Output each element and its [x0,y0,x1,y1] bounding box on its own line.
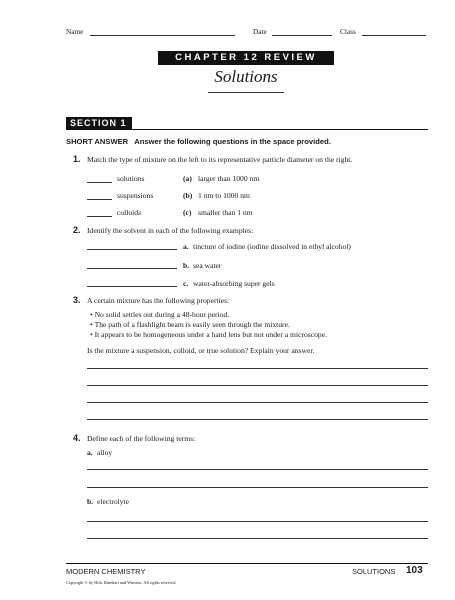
q3-text: A certain mixture has the following properties: [87,296,230,305]
q4b-answer-line-2[interactable] [87,538,428,539]
q2-item-b: sea water [193,261,222,270]
q2-text: Identify the solvent in each of the following examples: [87,226,254,235]
q1-letter-c: (c) [183,208,192,217]
q1-answer-3[interactable] [87,216,112,217]
footer-chapter-name: SOLUTIONS [352,567,396,576]
q1-mixture-2: suspensions [117,191,154,200]
q4-term-b: electrolyte [97,497,130,506]
q4-number: 4. [73,433,81,443]
q3-bullet-1 [90,310,229,319]
q4a-answer-line-1[interactable] [87,469,428,470]
q3-bullet-3 [90,330,327,339]
q3-answer-line-2[interactable] [87,385,428,386]
q4-letter-a: a. [87,448,93,457]
q1-mixture-3: colloids [117,208,142,217]
q2-number: 2. [73,225,81,235]
bullet-icon: • [90,330,93,339]
footer-rule [66,563,428,564]
class-field[interactable] [362,35,426,36]
q1-letter-b: (b) [183,191,193,200]
q3-bullet-3-text: It appears to be homogeneous under a hand lens but not under a microscope. [94,330,327,339]
q2-item-a: tincture of iodine (iodine dissolved in ethyl alcohol) [193,242,351,251]
q3-answer-line-1[interactable] [87,368,428,369]
q1-text: Match the type of mixture on the left to its representative particle diameter on the right. [87,155,353,164]
q1-option-b: 1 nm to 1000 nm [198,191,250,200]
copyright-notice: Copyright © by Holt, Rinehart and Winston. All rights reserved. [66,580,177,585]
bullet-icon: • [90,310,93,319]
chapter-banner: CHAPTER 12 REVIEW [158,51,334,65]
q3-bullet-1-text: No solid settles out during a 48-hour period. [94,310,230,319]
q4b-answer-line-1[interactable] [87,521,428,522]
date-field[interactable] [272,35,332,36]
short-answer-label: SHORT ANSWER [66,137,129,146]
bullet-icon: • [90,320,93,329]
q1-answer-2[interactable] [87,199,112,200]
q3-bullet-2-text: The path of a flashlight beam is easily seen through the mixture. [94,320,290,329]
q1-option-c: smaller than 1 nm [198,208,253,217]
name-label: Name [66,27,84,36]
q3-answer-line-4[interactable] [87,419,428,420]
q4-letter-b: b. [87,497,94,506]
q2-answer-a[interactable] [87,249,177,250]
section-rule [66,129,428,130]
q2-answer-b[interactable] [87,268,177,269]
footer-book-title: MODERN CHEMISTRY [66,567,146,576]
name-field[interactable] [90,35,235,36]
q3-question: Is the mixture a suspension, colloid, or true solution? Explain your answer. [87,346,315,355]
q1-number: 1. [73,154,81,164]
chapter-title: Solutions [214,67,278,86]
q3-bullet-2 [90,320,290,329]
q3-number: 3. [73,295,81,305]
q4-text: Define each of the following terms: [87,434,196,443]
section-label: SECTION 1 [66,117,132,129]
q2-letter-c: c. [183,279,189,288]
q4-term-a: alloy [97,448,113,457]
date-label: Date [253,27,267,36]
q1-option-a: larger than 1000 nm [198,174,260,183]
q1-letter-a: (a) [183,174,192,183]
q2-letter-a: a. [183,242,189,251]
q2-item-c: water-absorbing super gels [193,279,275,288]
q1-mixture-1: solutions [117,174,145,183]
q2-answer-c[interactable] [87,286,177,287]
q4a-answer-line-2[interactable] [87,487,428,488]
title-underline [208,92,284,93]
page-number: 103 [406,565,423,576]
class-label: Class [340,27,356,36]
q2-letter-b: b. [183,261,190,270]
short-answer-instructions: Answer the following questions in the space provided. [134,137,331,146]
q1-answer-1[interactable] [87,182,112,183]
short-answer-heading [66,137,331,146]
q3-answer-line-3[interactable] [87,402,428,403]
